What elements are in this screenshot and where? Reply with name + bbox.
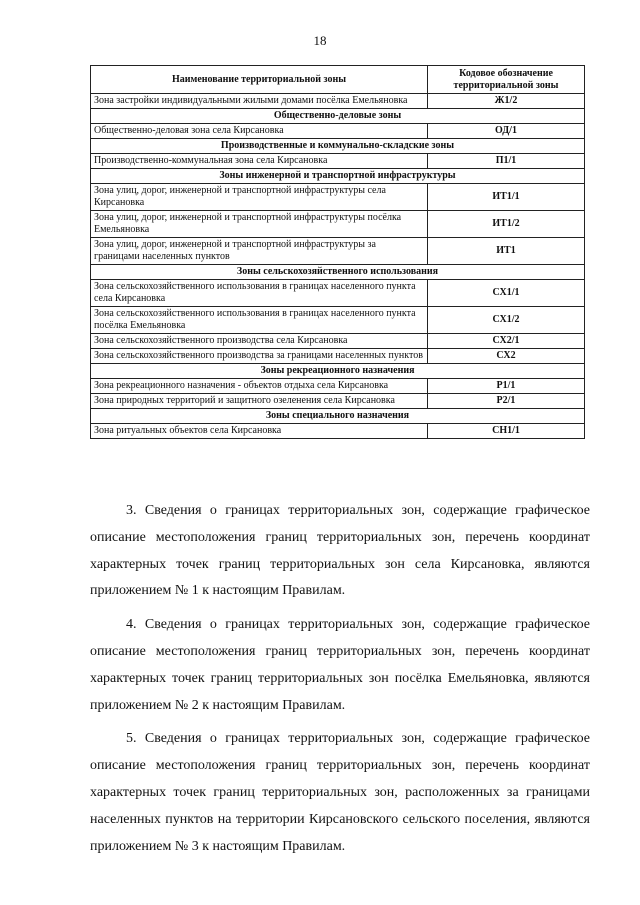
zone-code-cell: СХ2/1 xyxy=(428,334,585,349)
zone-name-cell: Зона улиц, дорог, инженерной и транспортной инфраструктуры за границами населенных пунктов xyxy=(91,238,428,265)
page-number: 18 xyxy=(313,33,327,48)
section-row xyxy=(91,109,585,124)
table-body xyxy=(91,94,585,439)
section-row xyxy=(91,265,585,280)
table-row xyxy=(91,379,585,394)
zone-code-cell: ИТ1 xyxy=(428,238,585,265)
table-row xyxy=(91,94,585,109)
table-row xyxy=(91,349,585,364)
table-row xyxy=(91,334,585,349)
table-row xyxy=(91,280,585,307)
section-heading: Общественно-деловые зоны xyxy=(91,109,585,124)
header-zone-name: Наименование территориальной зоны xyxy=(91,66,428,94)
zone-name-cell: Зона сельскохозяйственного производства села Кирсановка xyxy=(91,334,428,349)
section-heading: Производственные и коммунально-складские зоны xyxy=(91,139,585,154)
header-zone-code: Кодовое обозначение территориальной зоны xyxy=(428,66,585,94)
section-heading: Зоны рекреационного назначения xyxy=(91,364,585,379)
zone-code-cell: Ж1/2 xyxy=(428,94,585,109)
zone-code-cell: Р1/1 xyxy=(428,379,585,394)
section-heading: Зоны сельскохозяйственного использования xyxy=(91,265,585,280)
zone-code-cell: ОД/1 xyxy=(428,124,585,139)
table-row xyxy=(91,154,585,169)
zone-name-cell: Зона ритуальных объектов села Кирсановка xyxy=(91,424,428,439)
paragraph-5: 5. Сведения о границах территориальных зон, содержащие графическое описание местоположения границ территориальных зон, перечень координат характерных точек границ территориальных зон, расположенных за границами населенных пунктов на территории Кирсановского сельского поселения, являются приложением № 3 к настоящим Правилам. xyxy=(90,731,590,854)
zone-code-cell: ИТ1/1 xyxy=(428,184,585,211)
zone-name-cell: Зона сельскохозяйственного производства за границами населенных пунктов xyxy=(91,349,428,364)
table-row xyxy=(91,424,585,439)
section-row xyxy=(91,364,585,379)
body-text xyxy=(90,498,590,867)
table-row xyxy=(91,184,585,211)
table-row xyxy=(91,307,585,334)
table-row xyxy=(91,124,585,139)
zone-name-cell: Зона рекреационного назначения - объектов отдыха села Кирсановка xyxy=(91,379,428,394)
table-row xyxy=(91,238,585,265)
zone-code-cell: Р2/1 xyxy=(428,394,585,409)
zone-code-cell: П1/1 xyxy=(428,154,585,169)
zone-name-cell: Зона сельскохозяйственного использования в границах населенного пункта посёлка Емельяновка xyxy=(91,307,428,334)
table-header-row xyxy=(91,66,585,94)
paragraph-3: 3. Сведения о границах территориальных зон, содержащие графическое описание местоположения границ территориальных зон, перечень координат характерных точек границ территориальных зон села Кирсановка, являются приложением № 1 к настоящим Правилам. xyxy=(90,503,590,599)
zone-code-cell: СХ1/1 xyxy=(428,280,585,307)
table-row xyxy=(91,394,585,409)
zone-name-cell: Зона природных территорий и защитного озеленения села Кирсановка xyxy=(91,394,428,409)
zone-name-cell: Производственно-коммунальная зона села Кирсановка xyxy=(91,154,428,169)
zone-code-cell: СН1/1 xyxy=(428,424,585,439)
section-row xyxy=(91,139,585,154)
paragraph-4: 4. Сведения о границах территориальных зон, содержащие графическое описание местоположения границ территориальных зон, перечень координат характерных точек границ территориальных зон посёлка Емельяновка, являются приложением № 2 к настоящим Правилам. xyxy=(90,617,590,713)
section-heading: Зоны инженерной и транспортной инфраструктуры xyxy=(91,169,585,184)
zone-code-cell: СХ2 xyxy=(428,349,585,364)
zone-name-cell: Зона улиц, дорог, инженерной и транспортной инфраструктуры села Кирсановка xyxy=(91,184,428,211)
zone-name-cell: Общественно-деловая зона села Кирсановка xyxy=(91,124,428,139)
zone-name-cell: Зона улиц, дорог, инженерной и транспортной инфраструктуры посёлка Емельяновка xyxy=(91,211,428,238)
section-row xyxy=(91,169,585,184)
territorial-zones-table xyxy=(90,65,585,439)
zone-name-cell: Зона застройки индивидуальными жилыми домами посёлка Емельяновка xyxy=(91,94,428,109)
table-row xyxy=(91,211,585,238)
zone-name-cell: Зона сельскохозяйственного использования в границах населенного пункта села Кирсановка xyxy=(91,280,428,307)
section-row xyxy=(91,409,585,424)
zone-code-cell: ИТ1/2 xyxy=(428,211,585,238)
section-heading: Зоны специального назначения xyxy=(91,409,585,424)
zone-code-cell: СХ1/2 xyxy=(428,307,585,334)
